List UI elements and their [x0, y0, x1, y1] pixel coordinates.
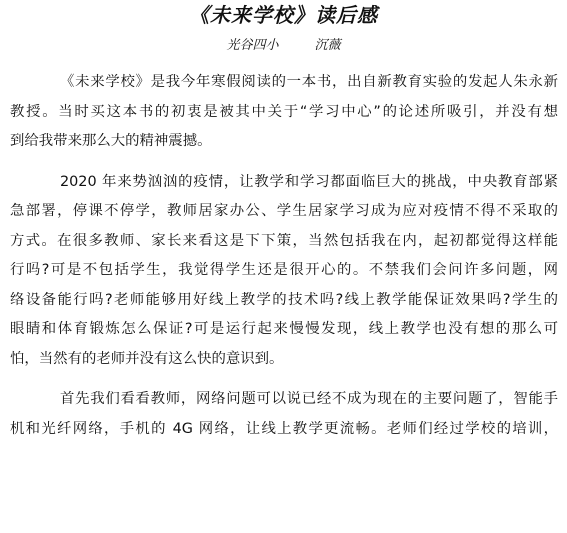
paragraph-line: 到给我带来那么大的精神震撼。	[10, 133, 212, 149]
byline-author: 沉薇	[314, 38, 341, 53]
paragraph-gap	[10, 374, 558, 385]
paragraph-2	[10, 168, 558, 375]
byline-school: 光谷四小	[226, 38, 279, 53]
paragraph-line: 怕，当然有的老师并没有这么快的意识到。	[10, 350, 284, 367]
document-title: 《未来学校》读后感	[189, 3, 378, 27]
paragraph-line: 方式。在很多教师、家长来看这是下下策，当然包括我在内，起初都觉得这样能	[10, 232, 558, 249]
paragraph-line: 《未来学校》是我今年寒假阅读的一本书，出自新教育实验的发起人朱永新	[60, 74, 558, 90]
paragraph-line: 2020 年来势汹汹的疫情，让教学和学习都面临巨大的挑战，中央教育部紧	[60, 173, 558, 190]
paragraph-line: 机和光纤网络，手机的 4G 网络，让线上教学更流畅。老师们经过学校的培训，	[10, 420, 558, 437]
paragraph-line: 眼睛和体育锻炼怎么保证?可是运行起来慢慢发现，线上教学也没有想的那么可	[10, 321, 558, 337]
paragraph-line: 络设备能行吗?老师能够用好线上教学的技术吗?线上教学能保证效果吗?学生的	[10, 291, 558, 308]
paragraph-gap	[10, 157, 558, 168]
paragraph-line: 急部署，停课不停学，教师居家办公、学生居家学习成为应对疫情不得不采取的	[10, 203, 558, 219]
byline	[0, 37, 567, 55]
paragraph-line: 行吗?可是不包括学生，我觉得学生还是很开心的。不禁我们会问许多问题，网	[10, 262, 558, 278]
paragraph-line: 教授。当时买这本书的初衷是被其中关于“学习中心”的论述所吸引，并没有想	[10, 103, 558, 120]
paragraph-1	[10, 68, 558, 157]
document-body	[10, 68, 558, 444]
paragraph-3	[10, 385, 558, 444]
paragraph-line: 首先我们看看教师，网络问题可以说已经不成为现在的主要问题了，智能手	[60, 391, 558, 407]
